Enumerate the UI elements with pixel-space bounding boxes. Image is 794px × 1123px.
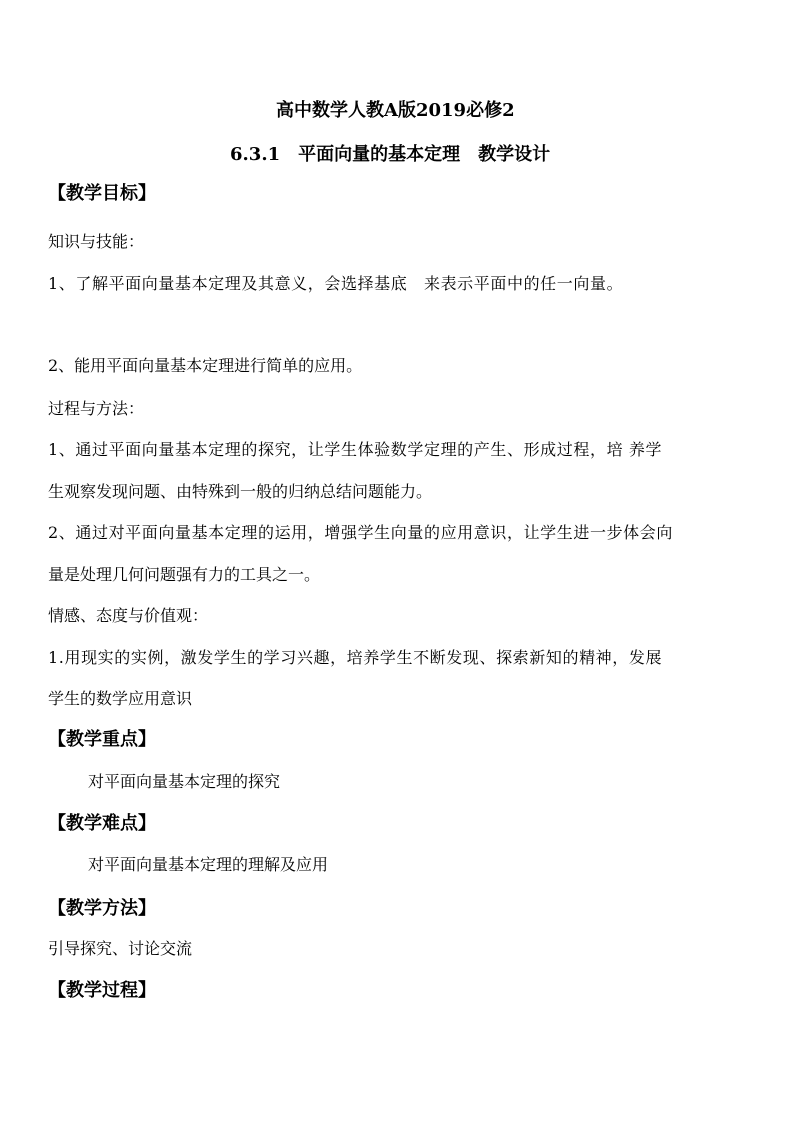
- key-heading: 【教学重点】: [48, 729, 156, 750]
- knowledge-item-2: 2、能用平面向量基本定理进行简单的应用。: [48, 356, 363, 375]
- process-item-2-line-1: 2、通过对平面向量基本定理的运用，增强学生向量的应用意识，让学生进一步体会向: [48, 523, 673, 542]
- emotion-item-1-line-1: 1.用现实的实例，激发学生的学习兴趣，培养学生不断发现、探索新知的精神，发展: [48, 648, 663, 667]
- difficulty-heading: 【教学难点】: [48, 813, 156, 834]
- key-text: 对平面向量基本定理的探究: [88, 772, 281, 791]
- method-text: 引导探究、讨论交流: [48, 939, 193, 958]
- emotion-label: 情感、态度与价值观：: [48, 606, 209, 625]
- process-heading: 【教学过程】: [48, 980, 156, 1001]
- document-subtitle: 6.3.1 平面向量的基本定理 教学设计: [230, 144, 551, 165]
- document-title: 高中数学人教A版2019必修2: [276, 100, 515, 121]
- process-item-1-line-2: 生观察发现问题、由特殊到一般的归纳总结问题能力。: [48, 482, 433, 501]
- process-label: 过程与方法：: [48, 399, 145, 418]
- knowledge-item-1: 1、了解平面向量基本定理及其意义，会选择基底 来表示平面中的任一向量。: [48, 274, 624, 293]
- process-item-1-line-1: 1、通过平面向量基本定理的探究，让学生体验数学定理的产生、形成过程，培 养学: [48, 440, 663, 459]
- emotion-item-1-line-2: 学生的数学应用意识: [48, 689, 193, 708]
- knowledge-label: 知识与技能：: [48, 232, 145, 251]
- difficulty-text: 对平面向量基本定理的理解及应用: [88, 855, 329, 874]
- goals-heading: 【教学目标】: [48, 183, 156, 204]
- process-item-2-line-2: 量是处理几何问题强有力的工具之一。: [48, 565, 321, 584]
- method-heading: 【教学方法】: [48, 898, 156, 919]
